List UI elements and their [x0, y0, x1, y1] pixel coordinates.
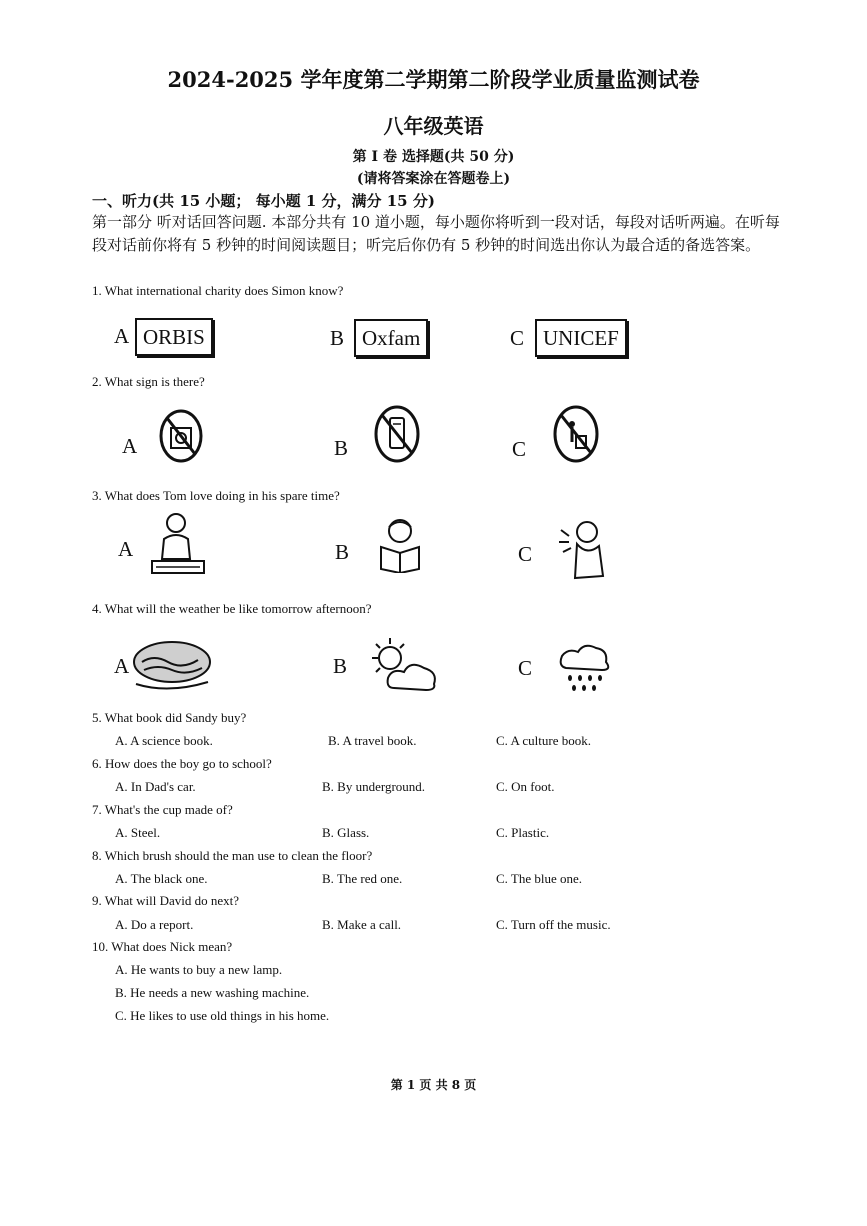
question-9: 9. What will David do next? [92, 893, 240, 908]
q9-option-b[interactable]: B. Make a call. [322, 917, 402, 932]
q7-option-c[interactable]: C. Plastic. [496, 825, 550, 840]
exam-title: 2024-2025 学年度第二学期第二阶段学业质量监测试卷 [167, 67, 700, 92]
no-littering-sign-icon [552, 404, 600, 464]
q6-option-c[interactable]: C. On foot. [496, 779, 555, 794]
q2-option-c[interactable]: C [512, 437, 527, 461]
q7-option-a[interactable]: A. Steel. [115, 825, 161, 840]
q9-option-a[interactable]: A. Do a report. [115, 917, 194, 932]
no-phone-sign-icon [373, 404, 421, 464]
no-photography-sign-icon [158, 408, 204, 464]
q10-option-c[interactable]: C. He likes to use old things in his home. [115, 1008, 330, 1023]
question-5: 5. What book did Sandy buy? [92, 710, 247, 725]
question-3: 3. What does Tom love doing in his spare time? [92, 488, 340, 503]
listening-heading: 一、听力(共 15 小题； 每小题 1 分，满分 15 分) [92, 192, 435, 210]
question-10: 10. What does Nick mean? [92, 939, 233, 954]
unicef-label: UNICEF [535, 319, 627, 357]
q3-option-b[interactable]: B [335, 540, 350, 564]
page-indicator: 第 1 页 共 8 页 [390, 1078, 477, 1092]
q4-option-a[interactable]: A [114, 654, 130, 678]
q4-option-b[interactable]: B [333, 654, 348, 678]
q6-option-a[interactable]: A. In Dad's car. [115, 779, 196, 794]
cooking-person-icon [146, 511, 208, 581]
q2-option-b[interactable]: B [334, 436, 349, 460]
part-one-heading: 第 I 卷 选择题(共 50 分) [352, 149, 515, 165]
q8-option-a[interactable]: A. The black one. [115, 871, 208, 886]
sun-cloud-icon [366, 636, 440, 694]
q1-option-a[interactable]: A [114, 324, 130, 348]
question-4: 4. What will the weather be like tomorrow afternoon? [92, 601, 372, 616]
q5-option-b[interactable]: B. A travel book. [328, 733, 417, 748]
q8-option-c[interactable]: C. The blue one. [496, 871, 583, 886]
q3-option-c[interactable]: C [518, 542, 533, 566]
q2-option-a[interactable]: A [122, 434, 138, 458]
q6-option-b[interactable]: B. By underground. [322, 779, 426, 794]
oxfam-label: Oxfam [354, 319, 428, 357]
q1-option-c[interactable]: C [510, 326, 525, 350]
question-8: 8. Which brush should the man use to clean the floor? [92, 848, 373, 863]
storm-cloud-icon [128, 636, 214, 696]
q10-option-a[interactable]: A. He wants to buy a new lamp. [115, 962, 283, 977]
q8-option-b[interactable]: B. The red one. [322, 871, 403, 886]
question-6: 6. How does the boy go to school? [92, 756, 272, 771]
reading-boy-icon [375, 517, 425, 573]
q10-option-b[interactable]: B. He needs a new washing machine. [115, 985, 310, 1000]
question-7: 7. What's the cup made of? [92, 802, 233, 817]
rain-cloud-icon [556, 642, 612, 696]
q9-option-c[interactable]: C. Turn off the music. [496, 917, 611, 932]
question-2: 2. What sign is there? [92, 374, 205, 389]
q3-option-a[interactable]: A [118, 537, 134, 561]
exam-subtitle: 八年级英语 [383, 114, 484, 138]
q5-option-c[interactable]: C. A culture book. [496, 733, 591, 748]
q1-option-b[interactable]: B [330, 326, 345, 350]
listening-instructions: 第一部分 听对话回答问题. 本部分共有 10 道小题，每小题你将听到一段对话，每段对话听两遍。在听每段对话前你将有 5 秒钟的时间阅读题目；听完后你仍有 5 秒钟的时间选出你认为最合适的备选答案。 [92, 213, 780, 254]
q7-option-b[interactable]: B. Glass. [322, 825, 370, 840]
q4-option-c[interactable]: C [518, 656, 533, 680]
orbis-label: ORBIS [135, 318, 213, 356]
part-one-note: (请将答案涂在答题卷上) [356, 171, 511, 187]
q5-option-a[interactable]: A. A science book. [115, 733, 213, 748]
singing-person-icon [555, 516, 615, 584]
question-1: 1. What international charity does Simon know? [92, 283, 344, 298]
